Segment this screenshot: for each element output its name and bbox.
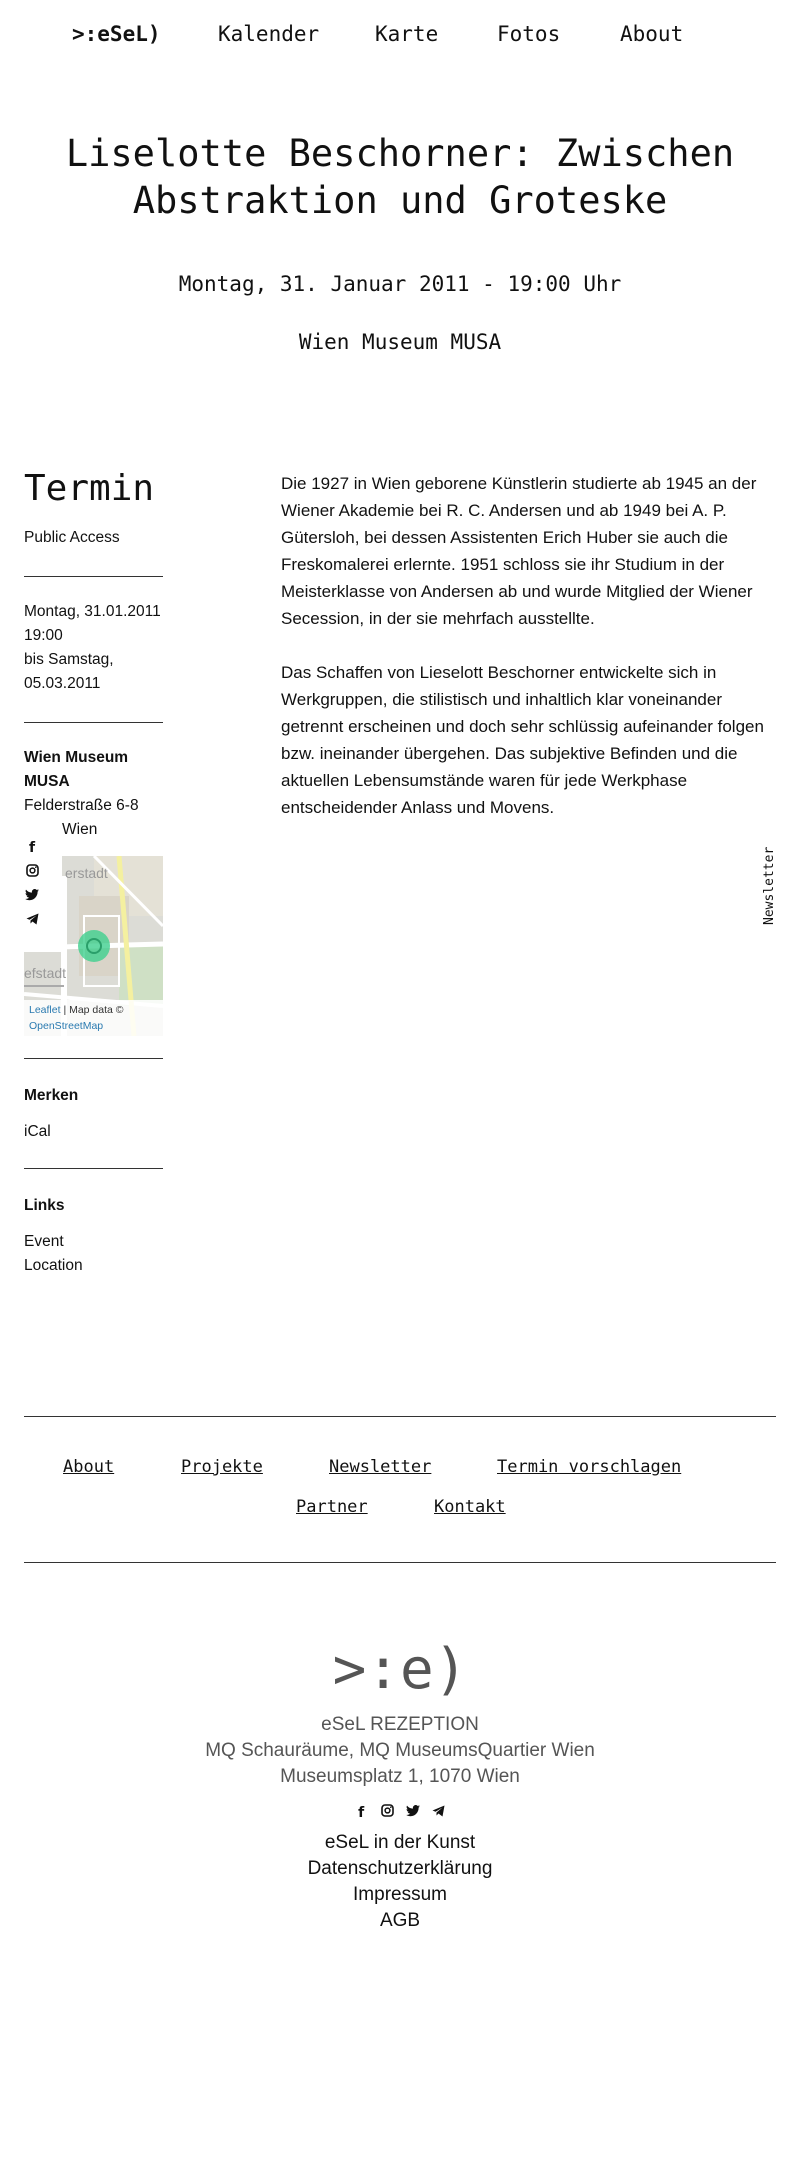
merken-block (24, 1084, 164, 1144)
map-label: efstadt (24, 965, 67, 981)
date-until: bis Samstag, (24, 651, 114, 668)
merken-heading: Merken (24, 1087, 79, 1104)
date-start: Montag, 31.01.2011 (24, 603, 161, 620)
footer-logo: >:e) (332, 1637, 468, 1702)
divider (24, 722, 163, 723)
map-marker[interactable] (78, 930, 110, 962)
footer-link-kunst[interactable]: eSeL in der Kunst (324, 1832, 476, 1853)
instagram-icon[interactable] (376, 1804, 398, 1820)
site-logo[interactable]: >:eSeL) (72, 22, 161, 46)
map-attribution (24, 1000, 163, 1036)
location-link[interactable]: Location (24, 1257, 83, 1274)
footer-org: eSeL REZEPTION (321, 1714, 479, 1735)
divider (24, 576, 163, 577)
footer-divider (24, 1562, 776, 1563)
top-nav (0, 22, 800, 52)
location-name[interactable]: Wien Museum (24, 749, 129, 766)
twitter-icon[interactable] (402, 1804, 424, 1820)
footer-link-impressum[interactable]: Impressum (353, 1884, 447, 1905)
nav-item-about[interactable]: About (620, 22, 684, 46)
map-data-label: | Map data © (60, 1004, 124, 1016)
twitter-icon[interactable] (22, 884, 42, 908)
footer-link-kontakt[interactable]: Kontakt (434, 1497, 506, 1517)
divider (24, 1058, 163, 1059)
location-block (24, 746, 164, 842)
footer-link-about[interactable]: About (63, 1457, 115, 1477)
termin-heading: Termin (24, 468, 155, 509)
date-end: 05.03.2011 (24, 675, 101, 692)
links-block (24, 1194, 164, 1278)
nav-item-kalender[interactable]: Kalender (218, 22, 320, 46)
footer-link-partner[interactable]: Partner (296, 1497, 368, 1517)
footer-social-icons (0, 1804, 800, 1821)
access-label: Public Access (24, 529, 120, 546)
event-link[interactable]: Event (24, 1233, 64, 1250)
address-street: Felderstraße 6-8 (24, 797, 139, 814)
footer-link-agb[interactable]: AGB (379, 1910, 421, 1931)
event-title: Liselotte Beschorner: Zwischen Abstraktion und Groteske (65, 132, 735, 222)
openstreetmap-link[interactable]: OpenStreetMap (29, 1020, 104, 1032)
facebook-icon[interactable]: f (358, 1805, 365, 1821)
address-city: Wien (62, 821, 98, 838)
ical-link[interactable]: iCal (24, 1123, 51, 1140)
description-paragraph: Das Schaffen von Lieselott Beschorner entwickelte sich in Werkgruppen, die stilistisch und inhaltlich klar voneinander getrennt erscheinen und doch sehr schlüssig aufeinander folgen bzw. ineinander übergehen. Das subjektive Befinden und die aktuellen Lebensumstände waren für jede Werkphase entscheidender Anlass und Movens. (281, 663, 764, 817)
telegram-icon[interactable] (428, 1804, 450, 1820)
divider (24, 1168, 163, 1169)
footer-divider (24, 1416, 776, 1417)
footer-link-termin-vorschlagen[interactable]: Termin vorschlagen (497, 1457, 682, 1477)
description-paragraph: Die 1927 in Wien geborene Künstlerin studierte ab 1945 an der Wiener Akademie bei R. C. Andersen und ab 1949 bei A. P. Gütersloh, bei dessen Assistenten Erich Huber sie auch die Freskomalerei erlernte. 1951 schloss sie ihr Studium in der Meisterklasse von Andersen ab und wurde Mitglied der Wiener Secession, in der sie mehrfach ausstellte. (281, 474, 757, 628)
telegram-icon[interactable] (22, 908, 42, 932)
footer-link-projekte[interactable]: Projekte (181, 1457, 263, 1477)
facebook-icon[interactable]: f (28, 840, 36, 856)
leaflet-link[interactable]: Leaflet (29, 1004, 61, 1016)
instagram-icon[interactable] (22, 860, 42, 884)
footer-link-newsletter[interactable]: Newsletter (329, 1457, 432, 1477)
links-heading: Links (24, 1197, 65, 1214)
nav-item-fotos[interactable]: Fotos (497, 22, 561, 46)
event-date: Montag, 31. Januar 2011 - 19:00 Uhr (178, 272, 622, 296)
footer-link-datenschutz[interactable]: Datenschutzerklärung (307, 1858, 493, 1879)
date-range (24, 600, 164, 696)
footer-place: MQ Schauräume, MQ MuseumsQuartier Wien (205, 1740, 595, 1761)
nav-item-karte[interactable]: Karte (375, 22, 439, 46)
event-venue: Wien Museum MUSA (298, 330, 502, 354)
newsletter-tab[interactable]: Newsletter (762, 846, 777, 925)
time-start: 19:00 (24, 627, 63, 644)
map-label: erstadt (65, 865, 108, 881)
footer-address: Museumsplatz 1, 1070 Wien (280, 1766, 520, 1787)
location-name-cont[interactable]: MUSA (24, 773, 70, 790)
share-bar (22, 836, 62, 932)
event-description (281, 470, 776, 848)
